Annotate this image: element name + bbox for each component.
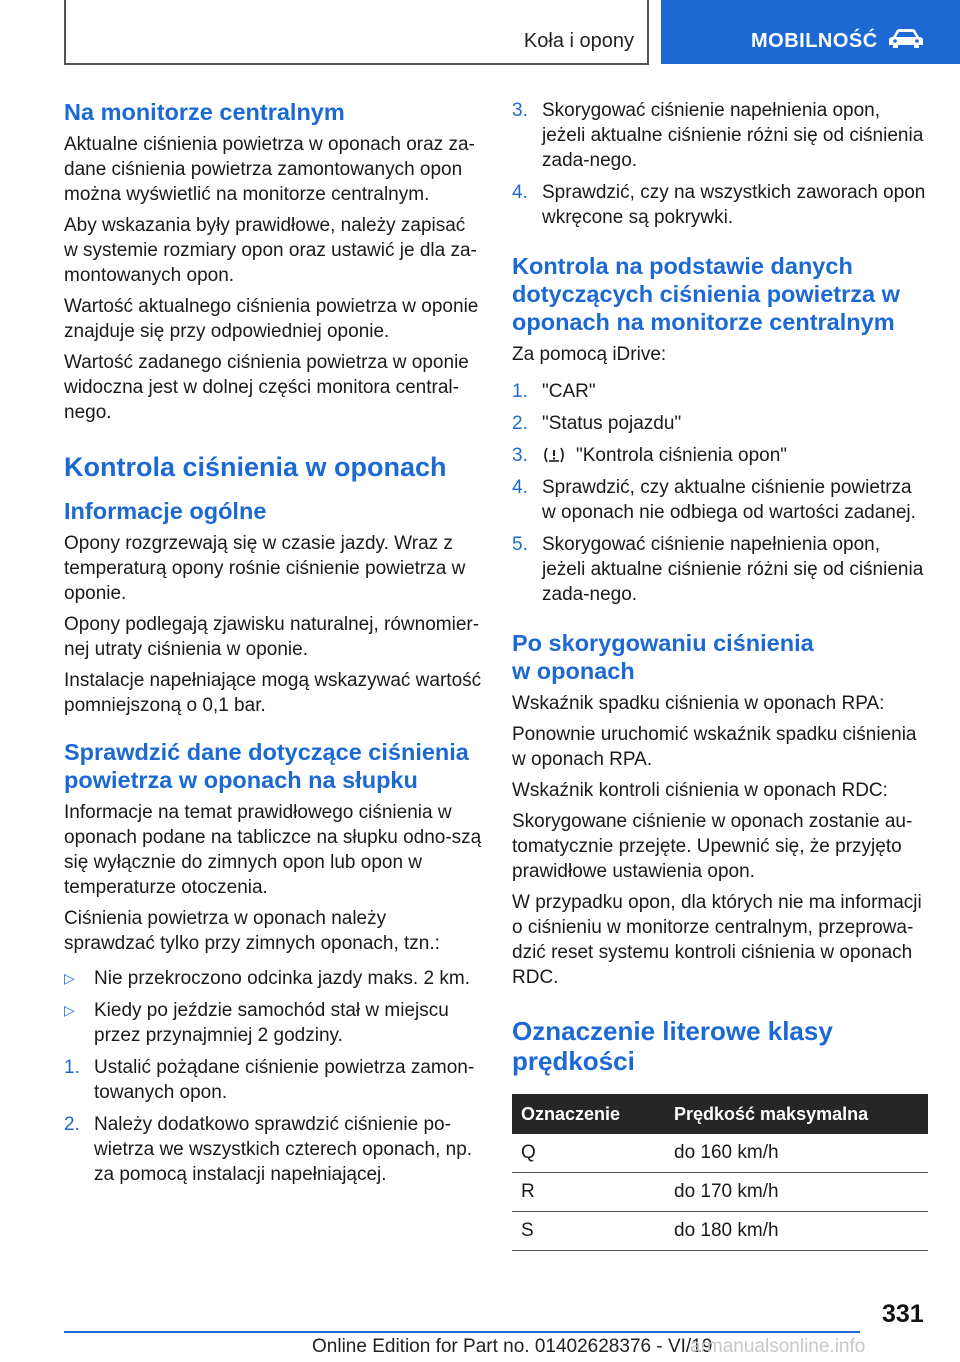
list-item-text: Skorygować ciśnienie napełnienia opon, jeżeli aktualne ciśnienie różni się od ciśnienia zada-nego.: [542, 100, 924, 171]
list-item: [512, 475, 928, 525]
tire-pressure-warning-icon: [542, 446, 566, 464]
table-cell: do 160 km/h: [665, 1134, 928, 1173]
list-item-text: Nie przekroczono odcinka jazdy maks. 2 km.: [94, 968, 470, 989]
step-number: 3.: [512, 100, 528, 121]
step-number: 5.: [512, 534, 528, 555]
header-rule-bottom: [64, 63, 649, 65]
list-item-text: "Status pojazdu": [542, 413, 682, 434]
table-cell: do 170 km/h: [665, 1173, 928, 1212]
step-number: 1.: [64, 1057, 80, 1078]
list-item-text: Sprawdzić, czy na wszystkich zaworach opon wkręcone są pokrywki.: [542, 182, 926, 228]
table-cell: do 180 km/h: [665, 1212, 928, 1251]
paragraph: Ciśnienia powietrza w oponach należy sprawdzać tylko przy zimnych oponach, tzn.:: [64, 908, 440, 954]
list-item-text: "CAR": [542, 381, 596, 402]
table-header-row: [512, 1094, 928, 1134]
bullet-list: [64, 966, 482, 1048]
paragraph: Wartość aktualnego ciśnienia powietrza w oponie znajduje się przy odpowiedniej oponie.: [64, 296, 479, 342]
list-item: [512, 411, 928, 436]
heading-informacje: Informacje ogólne: [64, 498, 267, 524]
car-icon: [887, 28, 925, 50]
watermark: armanualsonline.info: [690, 1336, 866, 1357]
page-number: 331: [882, 1300, 924, 1328]
list-item: [64, 998, 482, 1048]
footer-rule: [64, 1331, 860, 1333]
list-item: [512, 98, 928, 173]
list-item: [64, 966, 482, 991]
list-item: [512, 379, 928, 404]
list-item-text: Ustalić pożądane ciśnienie powietrza zamon-towanych opon.: [94, 1057, 475, 1103]
numbered-steps-continued: [512, 98, 928, 230]
idrive-steps: [512, 379, 928, 607]
step-number: 2.: [512, 413, 528, 434]
list-item-text: Kiedy po jeździe samochód stał w miejscu przez przynajmniej 2 godziny.: [94, 1000, 449, 1046]
heading-slupek: Sprawdzić dane dotyczące ciśnienia powietrza w oponach na słupku: [64, 739, 469, 793]
paragraph: Skorygowane ciśnienie w oponach zostanie au-tomatycznie przejęte. Upewnić się, że przyjęto prawidłowe ustawienia opon.: [512, 811, 913, 882]
left-column: [64, 98, 482, 1194]
heading-monitor: Na monitorze centralnym: [64, 99, 345, 125]
paragraph: Za pomocą iDrive:: [512, 344, 667, 365]
column-header: Oznaczenie: [512, 1094, 665, 1134]
table-cell: Q: [512, 1134, 665, 1173]
step-number: 2.: [64, 1114, 80, 1135]
table-row: [512, 1212, 928, 1251]
column-header: Prędkość maksymalna: [665, 1094, 928, 1134]
heading-dane-monitor: Kontrola na podstawie danych dotyczących ciśnienia powietrza w oponach na monitorze centralnym: [512, 253, 900, 335]
list-item-text: Skorygować ciśnienie napełnienia opon, jeżeli aktualne ciśnienie różni się od ciśnienia zada-nego.: [542, 534, 924, 605]
list-item: [64, 1055, 482, 1105]
speed-class-table: [512, 1094, 928, 1251]
paragraph: Informacje na temat prawidłowego ciśnienia w oponach podane na tabliczce na słupku odno-szą się wyłącznie do zimnych opon lub opon w temperaturze otoczenia.: [64, 802, 482, 898]
paragraph: Instalacje napełniające mogą wskazywać wartość pomniejszoną o 0,1 bar.: [64, 670, 482, 716]
triangle-bullet-icon: ▷: [64, 1002, 75, 1018]
paragraph: Wskaźnik spadku ciśnienia w oponach RPA:: [512, 693, 885, 714]
paragraph: Opony rozgrzewają się w czasie jazdy. Wraz z temperaturą opony rośnie ciśnienie powietrza w oponie.: [64, 533, 466, 604]
right-column: [512, 98, 928, 1251]
table-cell: R: [512, 1173, 665, 1212]
paragraph: W przypadku opon, dla których nie ma informacji o ciśnieniu w monitorze centralnym, przeprowa-dzić reset systemu kontroli ciśnienia w oponach RDC.: [512, 892, 922, 988]
step-number: 3.: [512, 445, 528, 466]
heading-klasa-predkosci: Oznaczenie literowe klasy prędkości: [512, 1016, 833, 1076]
paragraph: Wartość zadanego ciśnienia powietrza w oponie widoczna jest w dolnej części monitora central-nego.: [64, 352, 469, 423]
heading-po-skorygowaniu: Po skorygowaniu ciśnienia w oponach: [512, 630, 814, 684]
table-cell: S: [512, 1212, 665, 1251]
header-rule-left: [64, 0, 66, 64]
chapter-label: MOBILNOŚĆ: [751, 30, 878, 52]
list-item: [512, 180, 928, 230]
paragraph: Aby wskazania były prawidłowe, należy zapisać w systemie rozmiary opon oraz ustawić je dla za-montowanych opon.: [64, 215, 477, 286]
footer-edition: Online Edition for Part no. 01402628376 - VI/19: [312, 1336, 713, 1357]
list-item-text: Należy dodatkowo sprawdzić ciśnienie po-wietrza we wszystkich czterech oponach, np. za pomocą instalacji napełniającej.: [94, 1114, 473, 1185]
heading-kontrola: Kontrola ciśnienia w oponach: [64, 452, 447, 482]
table-row: [512, 1134, 928, 1173]
header-rule-divider: [647, 0, 649, 64]
table-row: [512, 1173, 928, 1212]
chapter-tab: [661, 0, 960, 64]
paragraph: Aktualne ciśnienia powietrza w oponach oraz za-dane ciśnienia powietrza zamontowanych opon można wyświetlić na monitorze centralnym.: [64, 134, 475, 205]
step-number: 4.: [512, 182, 528, 203]
list-item-text: Sprawdzić, czy aktualne ciśnienie powietrza w oponach nie odbiega od wartości zadanej.: [542, 477, 916, 523]
step-number: 1.: [512, 381, 528, 402]
list-item-text: "Kontrola ciśnienia opon": [576, 445, 788, 466]
list-item: [512, 532, 928, 607]
section-title: Koła i opony: [523, 30, 634, 52]
paragraph: Opony podlegają zjawisku naturalnej, równomier-nej utraty ciśnienia w oponie.: [64, 614, 480, 660]
step-number: 4.: [512, 477, 528, 498]
numbered-steps: [64, 1055, 482, 1187]
list-item: [64, 1112, 482, 1187]
paragraph: Wskaźnik kontroli ciśnienia w oponach RDC:: [512, 780, 888, 801]
paragraph: Ponownie uruchomić wskaźnik spadku ciśnienia w oponach RPA.: [512, 724, 917, 770]
list-item: [512, 443, 928, 468]
triangle-bullet-icon: ▷: [64, 970, 75, 986]
